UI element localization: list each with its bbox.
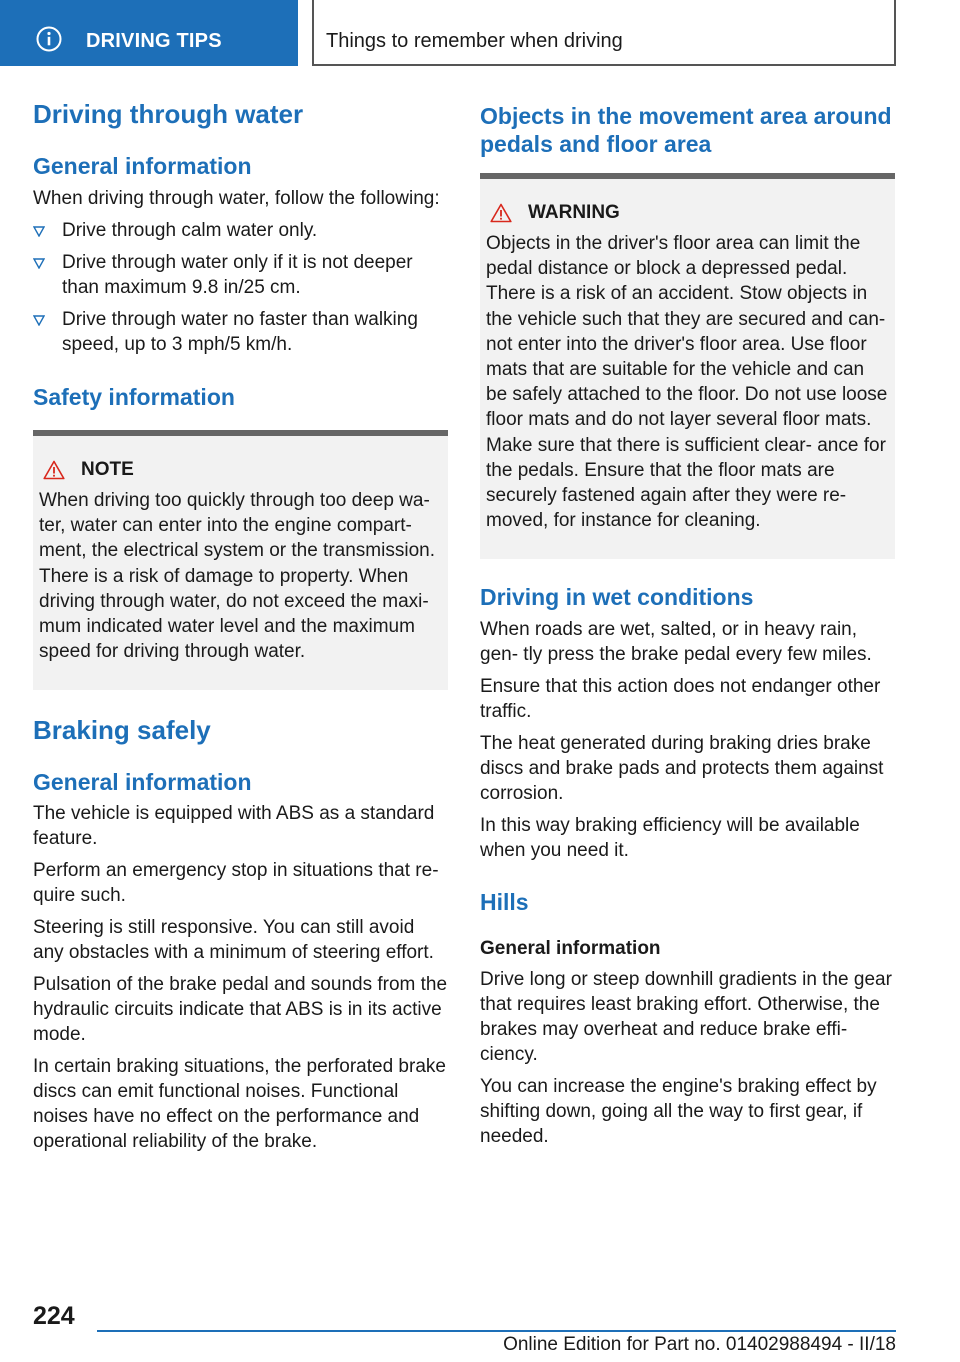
bullet-text: Drive through calm water only. [62, 220, 318, 241]
heading-safety-information: Safety information [33, 384, 235, 410]
triangle-bullet-icon [33, 258, 45, 269]
heading-braking-safely: Braking safely [33, 715, 211, 746]
section-tab [0, 0, 298, 66]
paragraph: Perform an emergency stop in situations that re‐ quire such. [33, 860, 439, 907]
paragraph: In certain braking situations, the perforated brake discs can emit functional noises. Functional noises have no effect on the performance and operational reliability of the brake. [33, 1056, 446, 1153]
list-item [33, 307, 448, 357]
chapter-title: Things to remember when driving [326, 30, 623, 52]
note-label: NOTE [81, 459, 134, 480]
warning-box [480, 173, 895, 559]
heading-objects-movement-area: Objects in the movement area around pedals and floor area [480, 103, 892, 157]
heading-general-information: General information [33, 153, 252, 179]
paragraph: Steering is still responsive. You can still avoid any obstacles with a minimum of steering effort. [33, 917, 434, 964]
left-column [33, 98, 448, 1154]
warning-triangle-icon [43, 460, 65, 480]
heading-general-information: General information [480, 938, 661, 960]
note-box [33, 430, 448, 690]
paragraph: Pulsation of the brake pedal and sounds from the hydraulic circuits indicate that ABS is in its active mode. [33, 974, 448, 1046]
water-bullet-list [33, 218, 448, 357]
paragraph: Ensure that this action does not endanger other traffic. [480, 676, 881, 723]
heading-driving-wet-conditions: Driving in wet conditions [480, 584, 754, 611]
right-column [480, 102, 895, 1149]
paragraph: When roads are wet, salted, or in heavy rain, gen‐ tly press the brake pedal every few miles. [480, 619, 872, 666]
paragraph: You can increase the engine's braking effect by shifting down, going all the way to first gear, if needed. [480, 1076, 877, 1148]
heading-driving-through-water: Driving through water [33, 99, 304, 129]
paragraph: In this way braking efficiency will be available when you need it. [480, 815, 860, 862]
list-item [33, 218, 448, 243]
heading-general-information: General information [33, 769, 252, 796]
footer-edition-text: Online Edition for Part no. 01402988494 - II/18 [503, 1334, 896, 1355]
paragraph: Drive long or steep downhill gradients in the gear that requires least braking effort. Otherwise, the brakes may overheat and reduce brake effi‐ ciency. [480, 969, 892, 1066]
warning-text: Objects in the driver's floor area can limit the pedal distance or block a depressed pedal. There is a risk of an accident. Stow objects in the vehicle such that they are secured and can‐ not enter into the driver's floor area. Use floor mats that are suitable for the vehicle and can be safely attached to the floor. Do not use loose floor mats and do not layer several floor mats. Make sure that there is sufficient clear‐ ance for the pedals. Ensure that the floor mats are securely fastened again after they were re‐ moved, for instance for cleaning. [486, 233, 888, 532]
warning-triangle-icon [490, 203, 512, 223]
heading-hills: Hills [480, 889, 529, 916]
triangle-bullet-icon [33, 226, 45, 237]
footer-divider [97, 1330, 896, 1332]
paragraph: The heat generated during braking dries brake discs and brake pads and protects them against corrosion. [480, 733, 884, 805]
info-icon [36, 26, 62, 52]
page-number: 224 [33, 1302, 75, 1330]
bullet-text: Drive through water no faster than walking speed, up to 3 mph/5 km/h. [62, 309, 418, 355]
bullet-text: Drive through water only if it is not deeper than maximum 9.8 in/25 cm. [62, 252, 413, 298]
paragraph: The vehicle is equipped with ABS as a standard feature. [33, 803, 435, 850]
list-item [33, 250, 448, 300]
warning-label: WARNING [528, 202, 620, 223]
note-text: When driving too quickly through too deep wa‐ ter, water can enter into the engine compart‐ ment, the electrical system or the transmission. There is a risk of damage to property. When driving through water, do not exceed the maxi‐ mum indicated water level and the maximum speed for driving through water. [39, 490, 435, 663]
water-intro: When driving through water, follow the following: [33, 188, 440, 209]
warning-header [486, 201, 889, 225]
section-tab-label: DRIVING TIPS [86, 30, 222, 52]
triangle-bullet-icon [33, 315, 45, 326]
note-header [39, 458, 442, 482]
